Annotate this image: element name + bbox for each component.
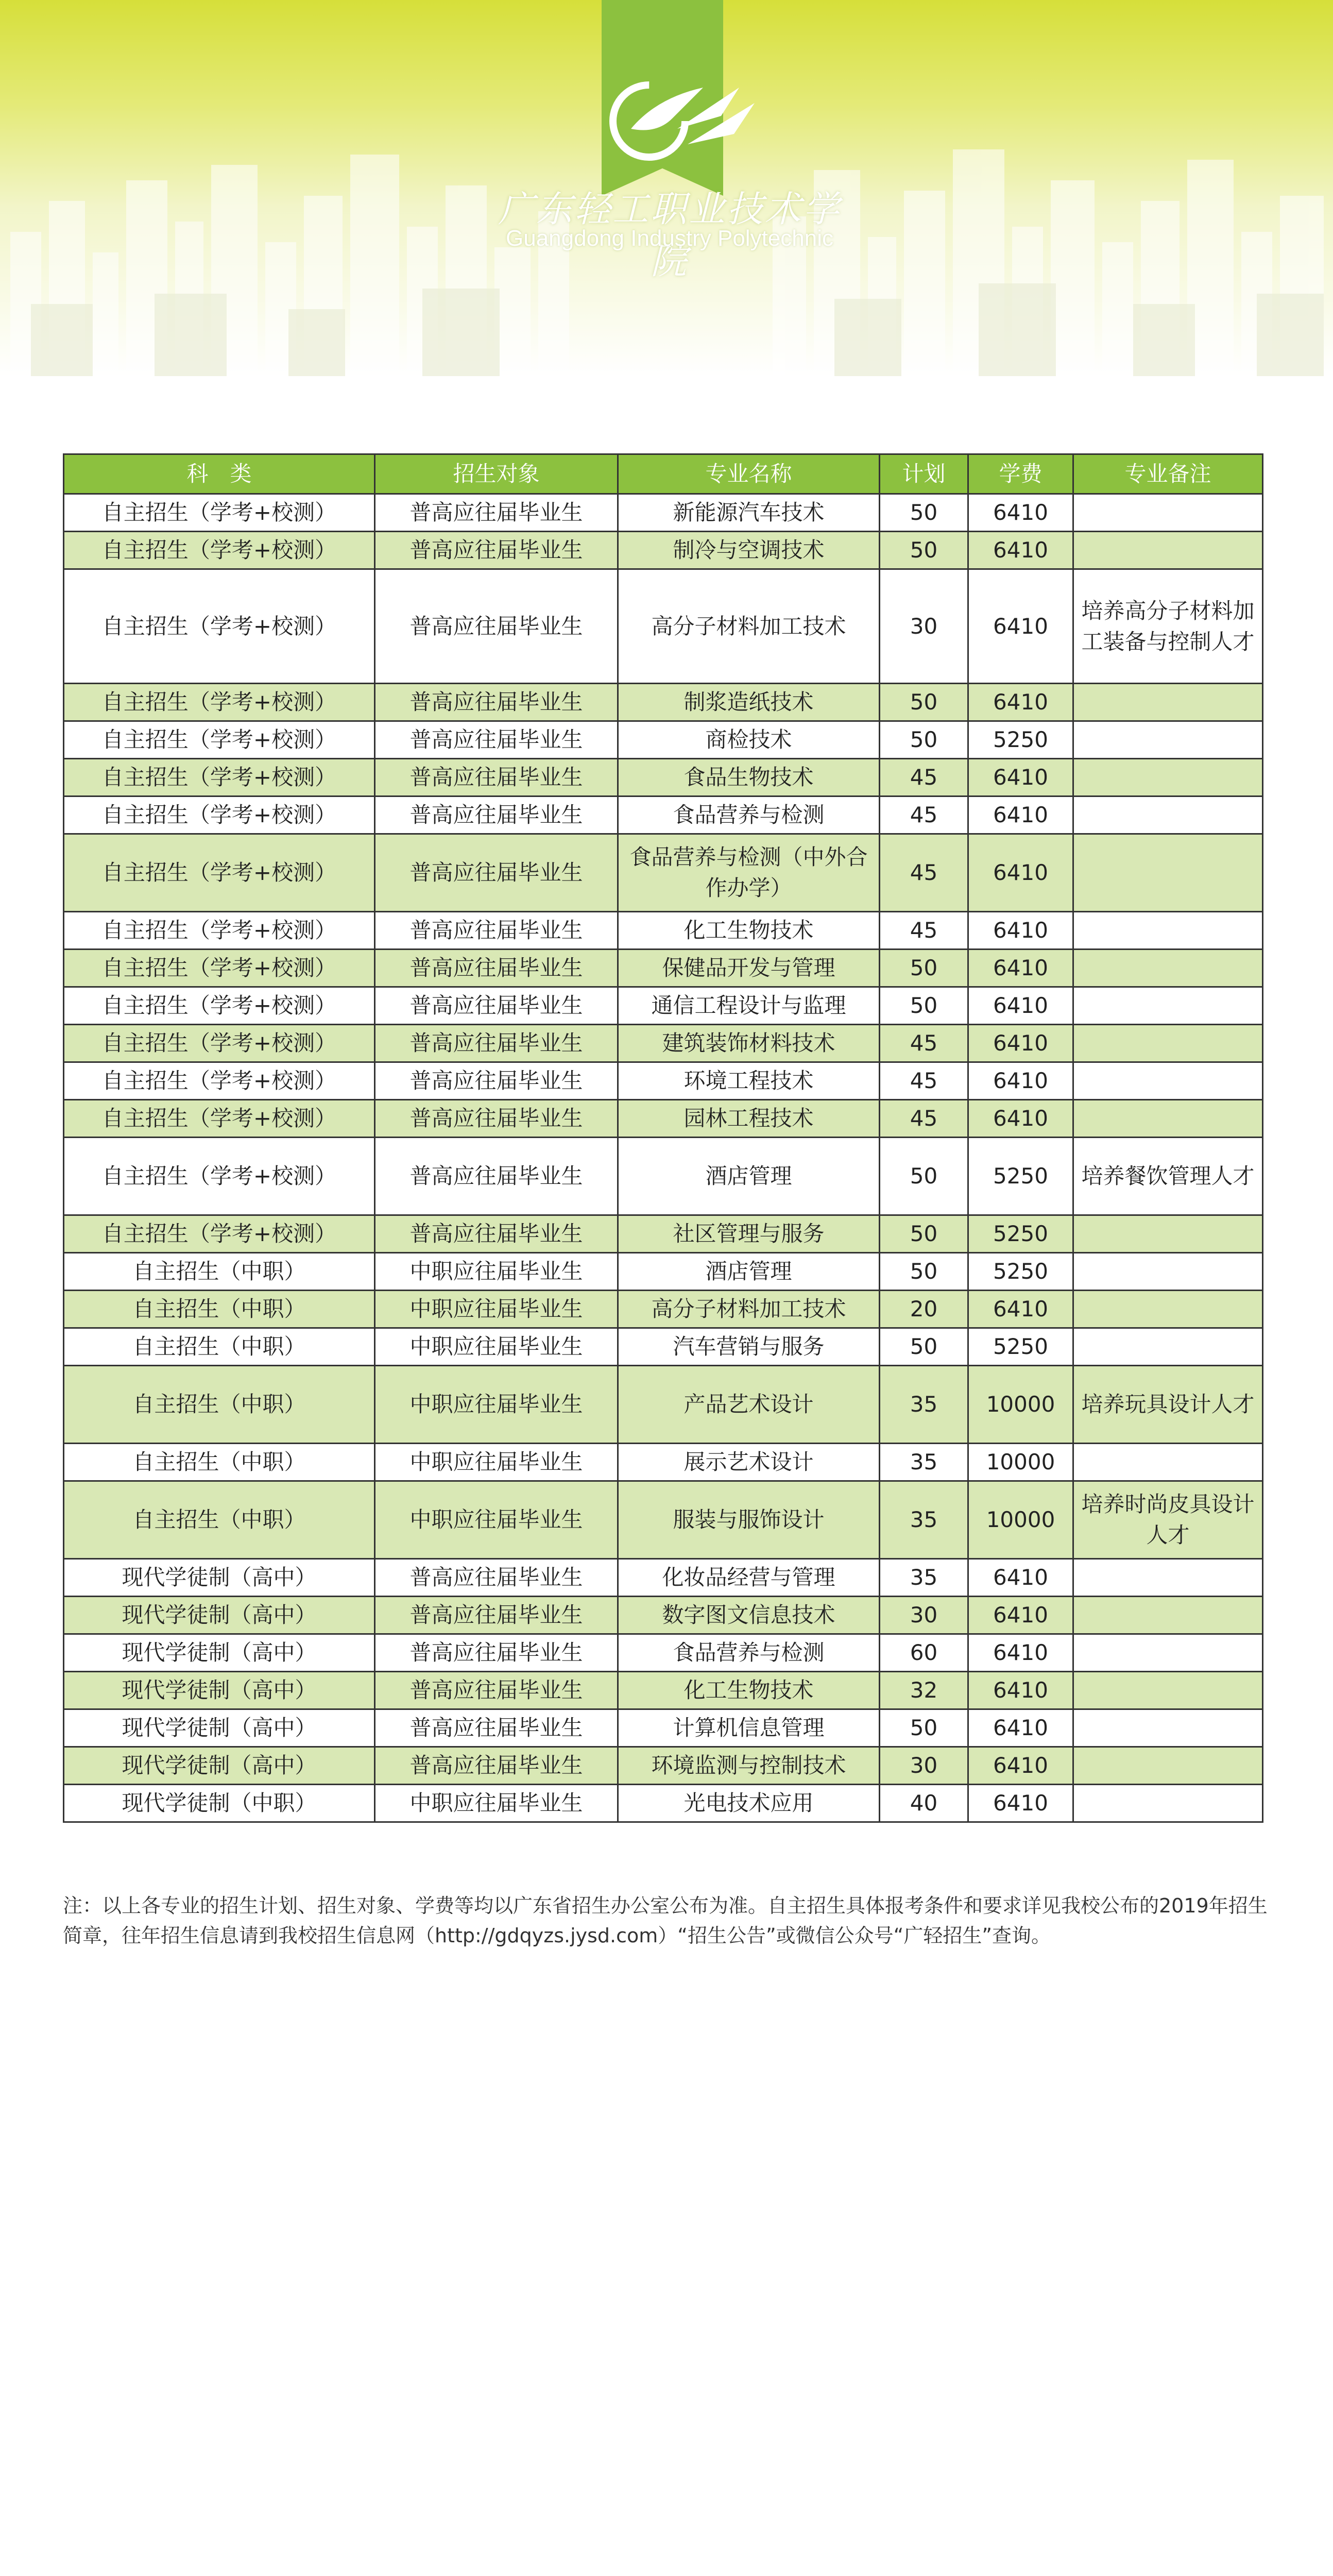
cell-remark [1073, 684, 1263, 721]
cell-fee: 6410 [968, 1785, 1073, 1822]
table-row [64, 1062, 1263, 1100]
table-row [64, 1747, 1263, 1785]
cell-plan: 30 [880, 1747, 968, 1785]
cell-fee: 5250 [968, 1328, 1073, 1366]
cell-target: 普高应往届毕业生 [375, 1709, 618, 1747]
table-row [64, 796, 1263, 834]
cell-target: 普高应往届毕业生 [375, 1138, 618, 1215]
table-row [64, 721, 1263, 759]
cell-remark [1073, 1253, 1263, 1291]
cell-category: 自主招生（学考+校测） [64, 569, 375, 684]
cell-fee: 6410 [968, 494, 1073, 532]
table-row [64, 759, 1263, 796]
cell-plan: 60 [880, 1634, 968, 1672]
cell-plan: 50 [880, 1138, 968, 1215]
cell-major: 建筑装饰材料技术 [618, 1025, 880, 1062]
cell-target: 普高应往届毕业生 [375, 1634, 618, 1672]
cell-major: 社区管理与服务 [618, 1215, 880, 1253]
cell-remark [1073, 759, 1263, 796]
cell-target: 普高应往届毕业生 [375, 1747, 618, 1785]
cell-fee: 6410 [968, 759, 1073, 796]
cell-target: 普高应往届毕业生 [375, 532, 618, 569]
cell-plan: 50 [880, 950, 968, 987]
cell-major: 食品营养与检测（中外合作办学） [618, 834, 880, 912]
cell-fee: 6410 [968, 1291, 1073, 1328]
cell-remark [1073, 1025, 1263, 1062]
cell-major: 酒店管理 [618, 1253, 880, 1291]
cell-remark [1073, 1559, 1263, 1597]
cell-remark [1073, 1709, 1263, 1747]
cell-fee: 6410 [968, 1709, 1073, 1747]
cell-plan: 50 [880, 1253, 968, 1291]
cell-target: 普高应往届毕业生 [375, 950, 618, 987]
table-row [64, 1785, 1263, 1822]
cell-fee: 5250 [968, 1253, 1073, 1291]
cell-target: 普高应往届毕业生 [375, 1062, 618, 1100]
cell-major: 展示艺术设计 [618, 1444, 880, 1481]
cell-category: 自主招生（学考+校测） [64, 532, 375, 569]
cell-fee: 6410 [968, 1100, 1073, 1138]
cell-target: 普高应往届毕业生 [375, 796, 618, 834]
cell-fee: 6410 [968, 569, 1073, 684]
table-row [64, 494, 1263, 532]
cell-major: 服装与服饰设计 [618, 1481, 880, 1559]
cell-major: 酒店管理 [618, 1138, 880, 1215]
cell-category: 自主招生（学考+校测） [64, 796, 375, 834]
header-major: 专业名称 [618, 454, 880, 494]
header-plan: 计划 [880, 454, 968, 494]
cell-fee: 6410 [968, 1634, 1073, 1672]
admissions-table [63, 453, 1263, 1823]
cell-category: 自主招生（学考+校测） [64, 1100, 375, 1138]
cell-plan: 35 [880, 1444, 968, 1481]
cell-target: 普高应往届毕业生 [375, 1597, 618, 1634]
table-row [64, 1709, 1263, 1747]
cell-remark [1073, 796, 1263, 834]
cell-category: 现代学徒制（高中） [64, 1559, 375, 1597]
cell-target: 普高应往届毕业生 [375, 1100, 618, 1138]
cell-major: 通信工程设计与监理 [618, 987, 880, 1025]
cell-major: 制浆造纸技术 [618, 684, 880, 721]
cell-plan: 50 [880, 1215, 968, 1253]
cell-target: 普高应往届毕业生 [375, 721, 618, 759]
cell-major: 化工生物技术 [618, 912, 880, 950]
cell-target: 中职应往届毕业生 [375, 1366, 618, 1444]
cell-remark [1073, 987, 1263, 1025]
cell-plan: 50 [880, 987, 968, 1025]
cell-major: 高分子材料加工技术 [618, 1291, 880, 1328]
cell-remark [1073, 1100, 1263, 1138]
cell-major: 产品艺术设计 [618, 1366, 880, 1444]
header-remark: 专业备注 [1073, 454, 1263, 494]
cell-remark [1073, 1444, 1263, 1481]
cell-remark [1073, 721, 1263, 759]
table-row [64, 1100, 1263, 1138]
cell-plan: 45 [880, 1025, 968, 1062]
cell-major: 光电技术应用 [618, 1785, 880, 1822]
cell-category: 现代学徒制（中职） [64, 1785, 375, 1822]
table-row [64, 1444, 1263, 1481]
cell-fee: 6410 [968, 987, 1073, 1025]
cell-target: 普高应往届毕业生 [375, 1672, 618, 1709]
cell-plan: 45 [880, 759, 968, 796]
cell-plan: 35 [880, 1559, 968, 1597]
cell-remark: 培养玩具设计人才 [1073, 1366, 1263, 1444]
cell-plan: 45 [880, 796, 968, 834]
cell-major: 环境工程技术 [618, 1062, 880, 1100]
cell-plan: 50 [880, 532, 968, 569]
cell-category: 自主招生（中职） [64, 1328, 375, 1366]
cell-fee: 6410 [968, 1597, 1073, 1634]
cell-category: 自主招生（学考+校测） [64, 494, 375, 532]
cell-major: 商检技术 [618, 721, 880, 759]
cell-major: 保健品开发与管理 [618, 950, 880, 987]
cell-fee: 6410 [968, 532, 1073, 569]
cell-major: 新能源汽车技术 [618, 494, 880, 532]
table-footnote: 注：以上各专业的招生计划、招生对象、学费等均以广东省招生办公室公布为准。自主招生具体报考条件和要求详见我校公布的2019年招生简章，往年招生信息请到我校招生信息网（http://gdqyzs.jysd.com）“招生公告”或微信公众号“广轻招生”查询。 [63, 1894, 1268, 1947]
cell-category: 自主招生（学考+校测） [64, 950, 375, 987]
cell-fee: 10000 [968, 1366, 1073, 1444]
cell-category: 现代学徒制（高中） [64, 1709, 375, 1747]
cell-remark [1073, 1597, 1263, 1634]
cell-major: 制冷与空调技术 [618, 532, 880, 569]
cell-plan: 50 [880, 721, 968, 759]
table-header-row [64, 454, 1263, 494]
cell-remark: 培养餐饮管理人才 [1073, 1138, 1263, 1215]
header-fee: 学费 [968, 454, 1073, 494]
table-row [64, 912, 1263, 950]
cell-major: 化工生物技术 [618, 1672, 880, 1709]
cell-fee: 6410 [968, 684, 1073, 721]
cell-major: 化妆品经营与管理 [618, 1559, 880, 1597]
cell-plan: 30 [880, 569, 968, 684]
cell-major: 环境监测与控制技术 [618, 1747, 880, 1785]
cell-fee: 6410 [968, 950, 1073, 987]
cell-target: 普高应往届毕业生 [375, 684, 618, 721]
cell-major: 计算机信息管理 [618, 1709, 880, 1747]
cell-fee: 6410 [968, 1025, 1073, 1062]
cell-category: 自主招生（学考+校测） [64, 759, 375, 796]
cell-fee: 6410 [968, 1559, 1073, 1597]
cell-major: 食品营养与检测 [618, 1634, 880, 1672]
cell-major: 园林工程技术 [618, 1100, 880, 1138]
cell-remark [1073, 834, 1263, 912]
table-row [64, 1025, 1263, 1062]
cell-remark [1073, 1062, 1263, 1100]
admissions-table-container [63, 453, 1262, 1823]
cell-fee: 6410 [968, 1747, 1073, 1785]
cell-category: 自主招生（中职） [64, 1444, 375, 1481]
cell-category: 自主招生（学考+校测） [64, 834, 375, 912]
table-row [64, 684, 1263, 721]
cell-plan: 50 [880, 1709, 968, 1747]
cell-target: 中职应往届毕业生 [375, 1444, 618, 1481]
cell-category: 现代学徒制（高中） [64, 1634, 375, 1672]
cell-target: 中职应往届毕业生 [375, 1253, 618, 1291]
cell-major: 汽车营销与服务 [618, 1328, 880, 1366]
cell-target: 普高应往届毕业生 [375, 912, 618, 950]
cell-plan: 50 [880, 1328, 968, 1366]
cell-target: 普高应往届毕业生 [375, 987, 618, 1025]
cell-remark [1073, 912, 1263, 950]
cell-plan: 40 [880, 1785, 968, 1822]
cell-target: 普高应往届毕业生 [375, 834, 618, 912]
cell-plan: 45 [880, 912, 968, 950]
cell-fee: 5250 [968, 721, 1073, 759]
table-row [64, 1597, 1263, 1634]
cell-target: 普高应往届毕业生 [375, 494, 618, 532]
cell-plan: 35 [880, 1481, 968, 1559]
table-row [64, 1366, 1263, 1444]
cell-category: 现代学徒制（高中） [64, 1597, 375, 1634]
header-category: 科 类 [64, 454, 375, 494]
table-row [64, 1291, 1263, 1328]
cell-plan: 45 [880, 1100, 968, 1138]
cell-major: 食品营养与检测 [618, 796, 880, 834]
table-row [64, 532, 1263, 569]
cell-plan: 30 [880, 1597, 968, 1634]
cell-remark: 培养高分子材料加工装备与控制人才 [1073, 569, 1263, 684]
cell-plan: 50 [880, 494, 968, 532]
cell-major: 数字图文信息技术 [618, 1597, 880, 1634]
cell-category: 自主招生（学考+校测） [64, 912, 375, 950]
cell-category: 自主招生（学考+校测） [64, 1025, 375, 1062]
cell-target: 中职应往届毕业生 [375, 1328, 618, 1366]
table-row [64, 834, 1263, 912]
cell-category: 现代学徒制（高中） [64, 1747, 375, 1785]
table-row [64, 1328, 1263, 1366]
table-row [64, 1481, 1263, 1559]
cell-category: 现代学徒制（高中） [64, 1672, 375, 1709]
cell-fee: 10000 [968, 1444, 1073, 1481]
cell-target: 普高应往届毕业生 [375, 1559, 618, 1597]
cell-plan: 45 [880, 834, 968, 912]
cell-major: 高分子材料加工技术 [618, 569, 880, 684]
table-row [64, 1672, 1263, 1709]
cell-remark [1073, 950, 1263, 987]
cell-fee: 5250 [968, 1215, 1073, 1253]
cell-target: 普高应往届毕业生 [375, 1025, 618, 1062]
cell-category: 自主招生（学考+校测） [64, 1138, 375, 1215]
cell-remark [1073, 1785, 1263, 1822]
cell-major: 食品生物技术 [618, 759, 880, 796]
cell-category: 自主招生（学考+校测） [64, 721, 375, 759]
cell-target: 中职应往届毕业生 [375, 1481, 618, 1559]
table-row [64, 950, 1263, 987]
cell-category: 自主招生（中职） [64, 1366, 375, 1444]
cell-remark [1073, 532, 1263, 569]
cell-target: 普高应往届毕业生 [375, 569, 618, 684]
cell-fee: 6410 [968, 1672, 1073, 1709]
page-header [0, 0, 1333, 376]
table-row [64, 1215, 1263, 1253]
school-name-chinese: 广东轻工职业技术学院 [498, 188, 841, 282]
cell-category: 自主招生（中职） [64, 1291, 375, 1328]
cell-fee: 6410 [968, 834, 1073, 912]
cell-target: 中职应往届毕业生 [375, 1291, 618, 1328]
cell-category: 自主招生（中职） [64, 1253, 375, 1291]
table-row [64, 1559, 1263, 1597]
cell-plan: 35 [880, 1366, 968, 1444]
cell-remark [1073, 1634, 1263, 1672]
cell-remark [1073, 494, 1263, 532]
table-row [64, 987, 1263, 1025]
cell-remark [1073, 1291, 1263, 1328]
cell-plan: 32 [880, 1672, 968, 1709]
cell-fee: 10000 [968, 1481, 1073, 1559]
cell-plan: 50 [880, 684, 968, 721]
cell-remark [1073, 1215, 1263, 1253]
cell-fee: 5250 [968, 1138, 1073, 1215]
cell-target: 普高应往届毕业生 [375, 759, 618, 796]
header-target: 招生对象 [375, 454, 618, 494]
cell-category: 自主招生（学考+校测） [64, 684, 375, 721]
cell-fee: 6410 [968, 796, 1073, 834]
cell-remark [1073, 1747, 1263, 1785]
cell-category: 自主招生（学考+校测） [64, 1215, 375, 1253]
cell-fee: 6410 [968, 1062, 1073, 1100]
table-row [64, 1634, 1263, 1672]
cell-category: 自主招生（学考+校测） [64, 1062, 375, 1100]
school-name-english: Guangdong Industry Polytechnic [506, 226, 833, 251]
cell-category: 自主招生（中职） [64, 1481, 375, 1559]
cell-category: 自主招生（学考+校测） [64, 987, 375, 1025]
cell-remark [1073, 1672, 1263, 1709]
cell-plan: 45 [880, 1062, 968, 1100]
table-row [64, 1138, 1263, 1215]
table-row [64, 1253, 1263, 1291]
cell-plan: 20 [880, 1291, 968, 1328]
cell-target: 中职应往届毕业生 [375, 1785, 618, 1822]
cell-remark: 培养时尚皮具设计人才 [1073, 1481, 1263, 1559]
table-row [64, 569, 1263, 684]
cell-target: 普高应往届毕业生 [375, 1215, 618, 1253]
cell-remark [1073, 1328, 1263, 1366]
cell-fee: 6410 [968, 912, 1073, 950]
school-logo-icon [600, 67, 765, 175]
